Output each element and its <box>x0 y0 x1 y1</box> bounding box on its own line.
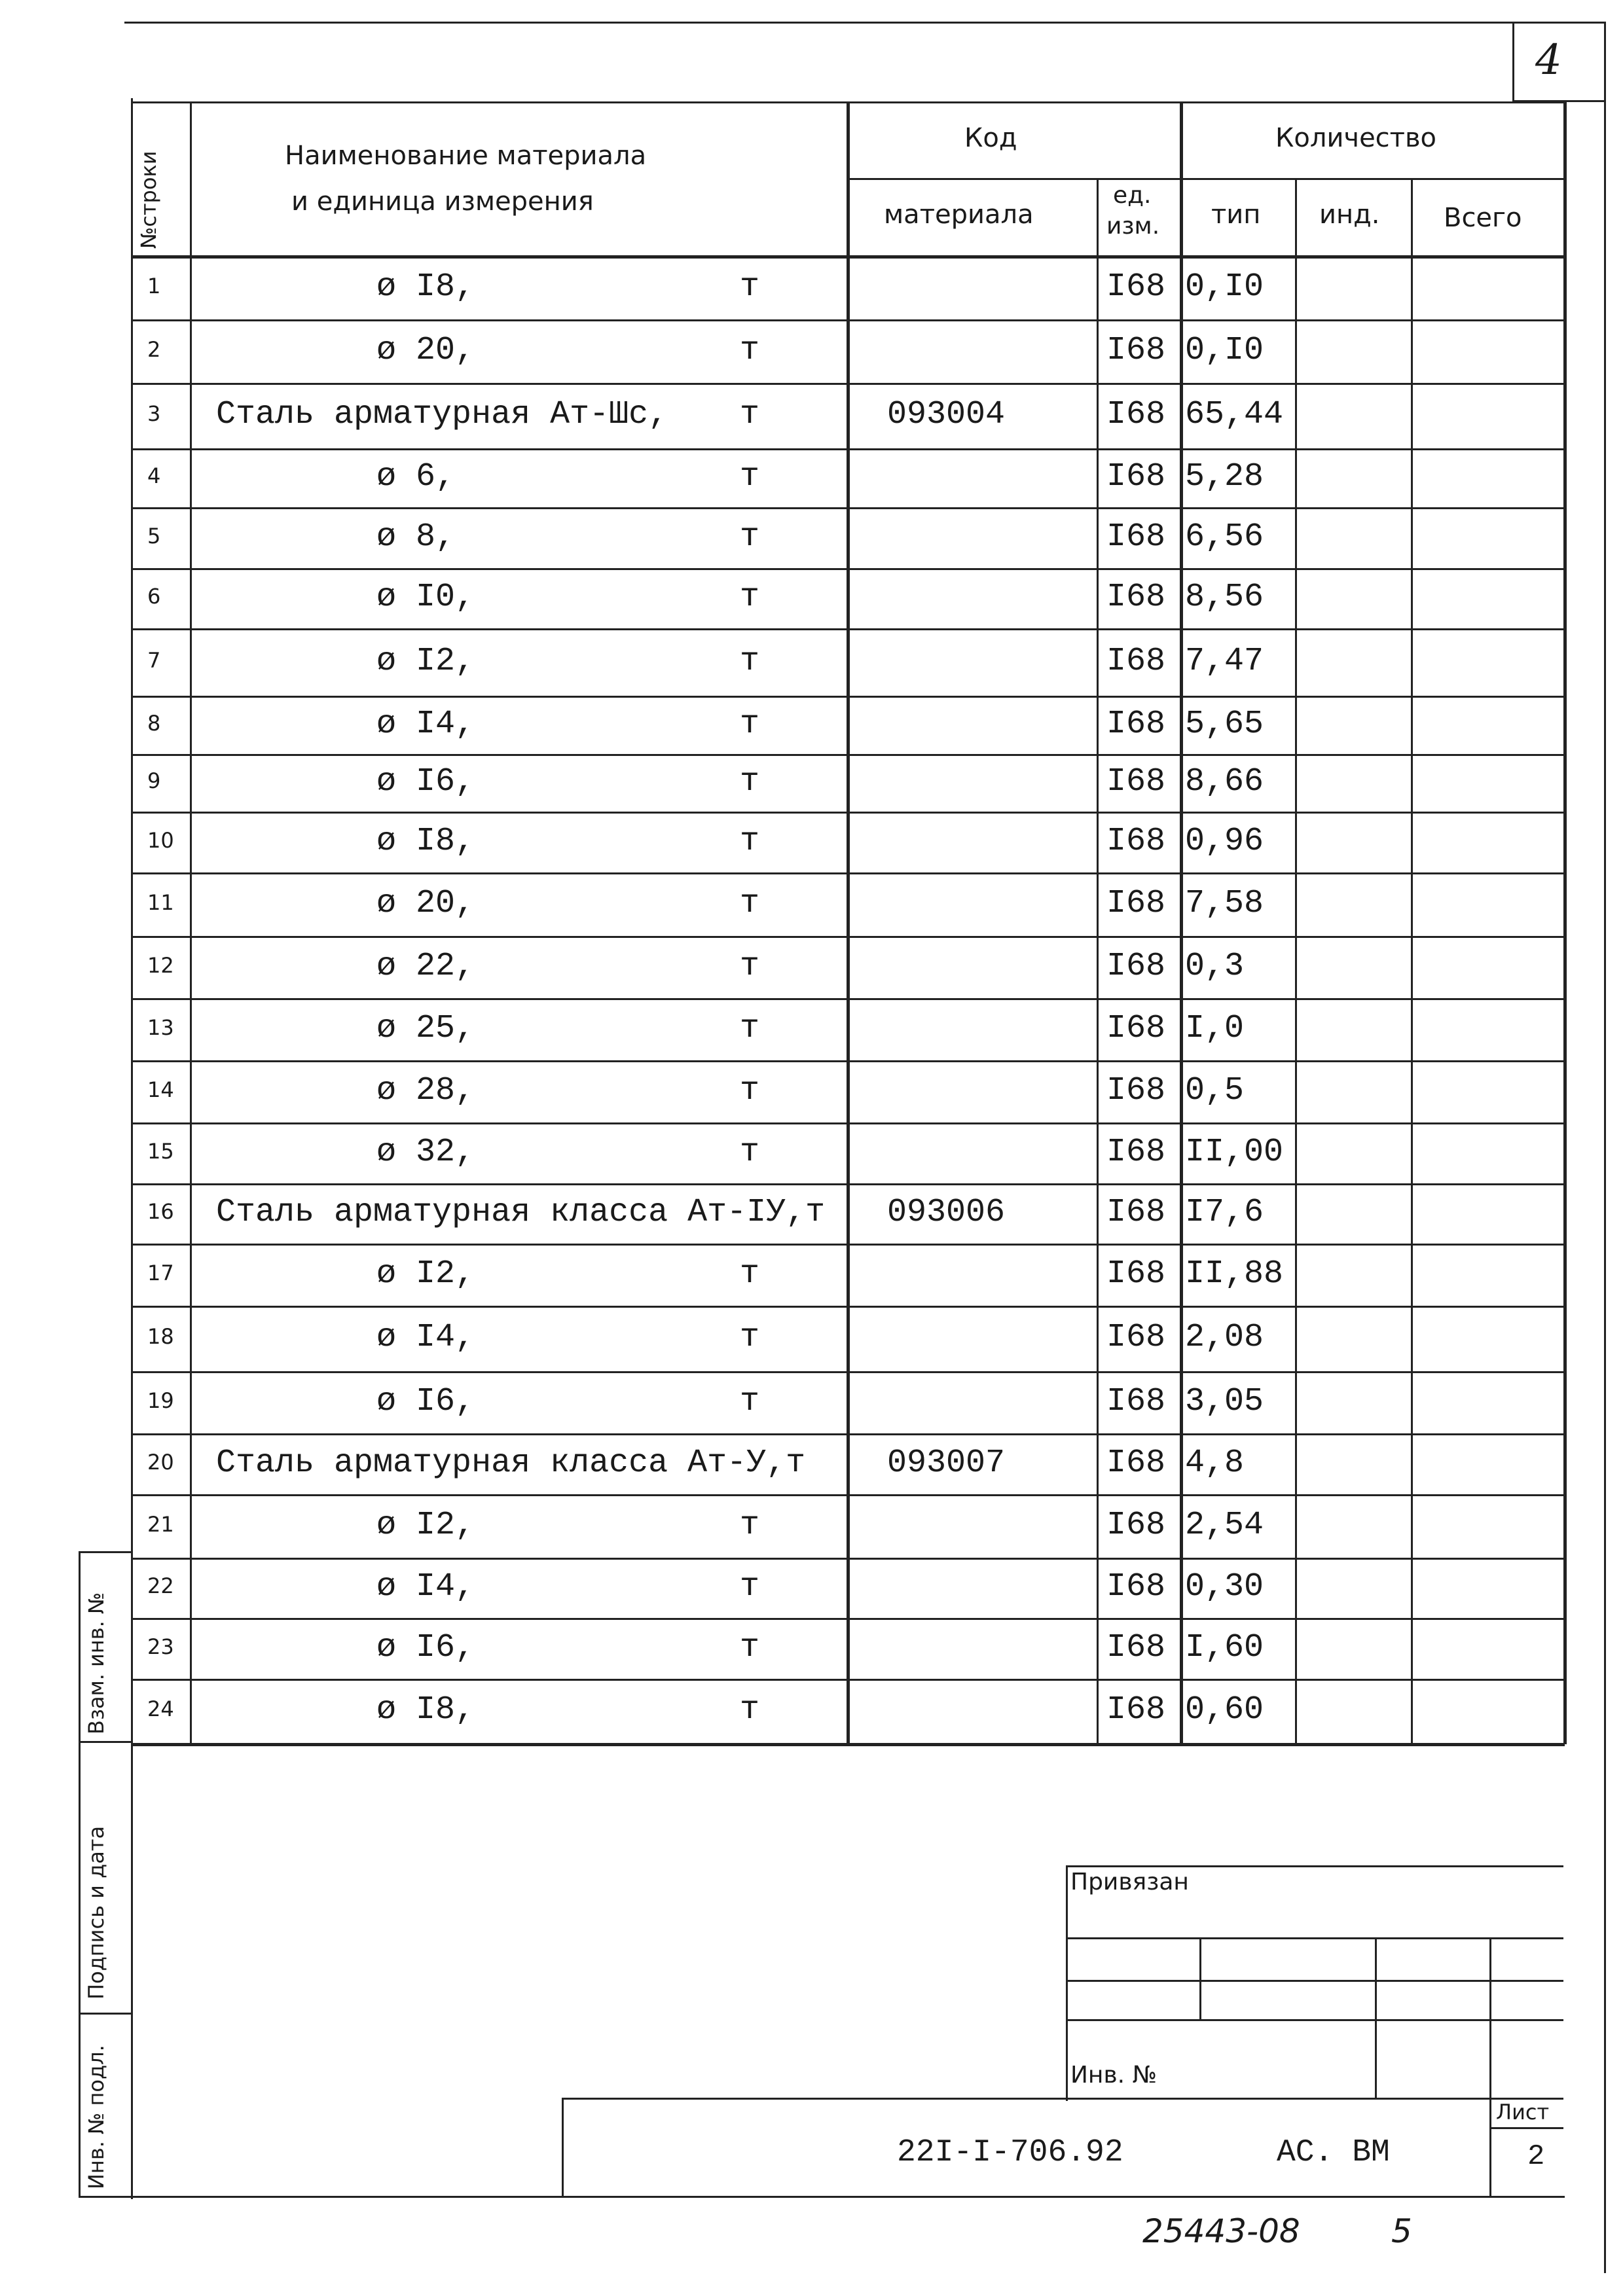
unit-code: I68 <box>1106 331 1166 369</box>
row-separator <box>131 1183 1565 1185</box>
material-name: ø I6, <box>376 763 475 800</box>
unit-code: I68 <box>1106 642 1166 680</box>
row-number: 6 <box>147 584 161 609</box>
quantity-type: 3,05 <box>1185 1382 1264 1420</box>
footer-page-number: 5 <box>1391 2212 1412 2250</box>
frame-right-line <box>1604 22 1606 2273</box>
material-code: 093004 <box>887 396 1006 433</box>
quantity-type: 2,08 <box>1185 1319 1264 1356</box>
row-number: 19 <box>147 1388 174 1413</box>
unit-code: I68 <box>1106 1568 1166 1605</box>
material-name: ø 6, <box>376 458 456 495</box>
unit-letter: т <box>740 1382 760 1420</box>
row-separator <box>131 1122 1565 1124</box>
header-code-material: материала <box>884 200 1034 230</box>
doc-mark: АС. ВМ <box>1277 2135 1390 2170</box>
quantity-type: 4,8 <box>1185 1444 1245 1482</box>
row-number: 16 <box>147 1199 174 1224</box>
frame-top-line <box>124 22 1605 24</box>
page-corner-number: 4 <box>1535 36 1562 84</box>
unit-letter: т <box>740 268 760 306</box>
unit-letter: т <box>740 331 760 369</box>
material-name: ø 32, <box>376 1133 475 1171</box>
quantity-type: II,88 <box>1185 1255 1284 1293</box>
unit-letter: т <box>740 1568 760 1605</box>
material-name: ø I2, <box>376 642 475 680</box>
unit-code: I68 <box>1106 1194 1166 1231</box>
side-label-vzam: Взам. инв. № <box>84 1592 109 1734</box>
quantity-type: 5,65 <box>1185 705 1264 743</box>
row-number: 1 <box>147 274 161 298</box>
row-number: 4 <box>147 463 161 488</box>
header-unit-line1: ед. <box>1113 182 1152 209</box>
row-separator <box>131 1060 1565 1062</box>
side-label-inv-podl: Инв. № подл. <box>84 2045 109 2189</box>
unit-code: I68 <box>1106 458 1166 495</box>
unit-code: I68 <box>1106 1133 1166 1171</box>
unit-letter: т <box>740 579 760 616</box>
unit-code: I68 <box>1106 763 1166 800</box>
material-name: ø 20, <box>376 884 475 922</box>
unit-code: I68 <box>1106 1444 1166 1482</box>
unit-code: I68 <box>1106 579 1166 616</box>
unit-code: I68 <box>1106 1382 1166 1420</box>
unit-letter: т <box>740 642 760 680</box>
row-separator <box>131 1743 1565 1746</box>
unit-code: I68 <box>1106 947 1166 985</box>
stamp-line-4 <box>1066 2019 1563 2021</box>
quantity-type: 5,28 <box>1185 458 1264 495</box>
row-separator <box>131 1371 1565 1373</box>
material-name: ø 8, <box>376 518 456 556</box>
material-name: ø I8, <box>376 1691 475 1729</box>
row-separator <box>131 696 1565 698</box>
col-line-name <box>847 101 850 1744</box>
quantity-type: 0,3 <box>1185 947 1245 985</box>
unit-letter: т <box>740 1133 760 1171</box>
quantity-type: II,00 <box>1185 1133 1284 1171</box>
row-separator <box>131 383 1565 385</box>
unit-letter: т <box>740 458 760 495</box>
material-name: ø I0, <box>376 579 475 616</box>
material-name: ø I2, <box>376 1506 475 1544</box>
header-name-line1: Наименование материала <box>285 141 647 171</box>
unit-letter: т <box>740 947 760 985</box>
side-strip-divider-2 <box>79 2013 132 2015</box>
quantity-type: 8,56 <box>1185 579 1264 616</box>
row-separator <box>131 1679 1565 1681</box>
stamp-inv-no: Инв. № <box>1070 2062 1158 2089</box>
unit-letter: т <box>740 1009 760 1047</box>
stamp-vline-1 <box>1199 1937 1201 2019</box>
unit-letter: т <box>740 1691 760 1729</box>
row-separator <box>131 1306 1565 1308</box>
header-sub-line <box>847 178 1565 180</box>
row-number: 22 <box>147 1573 174 1598</box>
row-separator <box>131 319 1565 321</box>
row-number: 15 <box>147 1138 174 1164</box>
material-code: 093007 <box>887 1444 1006 1482</box>
row-number: 23 <box>147 1634 174 1659</box>
row-number: 12 <box>147 952 174 978</box>
doc-code: 22I-I-706.92 <box>897 2135 1123 2170</box>
col-line-unit <box>1180 101 1183 1744</box>
footer-handwritten-code: 25443-08 <box>1142 2212 1300 2250</box>
row-separator <box>131 507 1565 509</box>
frame-left-line <box>131 98 133 2199</box>
quantity-type: 0,I0 <box>1185 331 1264 369</box>
quantity-type: 7,58 <box>1185 884 1264 922</box>
row-separator <box>131 1244 1565 1246</box>
unit-code: I68 <box>1106 822 1166 860</box>
material-name: ø 25, <box>376 1009 475 1047</box>
row-separator <box>131 936 1565 938</box>
col-line-ind <box>1411 178 1413 1744</box>
unit-code: I68 <box>1106 705 1166 743</box>
material-name: ø I8, <box>376 268 475 306</box>
quantity-type: 0,I0 <box>1185 268 1264 306</box>
material-name: ø 20, <box>376 331 475 369</box>
row-number: 18 <box>147 1324 174 1349</box>
unit-letter: т <box>740 1071 760 1109</box>
material-name: ø 22, <box>376 947 475 985</box>
stamp-line-3 <box>1066 1980 1563 1982</box>
row-number: 10 <box>147 827 174 853</box>
unit-letter: т <box>740 705 760 743</box>
row-number: 9 <box>147 768 161 793</box>
row-separator <box>131 1558 1565 1560</box>
unit-code: I68 <box>1106 884 1166 922</box>
stamp-vline-3 <box>1489 1937 1491 2198</box>
quantity-type: 2,54 <box>1185 1506 1264 1544</box>
col-line-code <box>1097 178 1099 1744</box>
material-name: ø I6, <box>376 1628 475 1666</box>
row-number: 7 <box>147 647 161 673</box>
stamp-line-2 <box>1066 1937 1563 1939</box>
header-code: Код <box>964 123 1017 153</box>
row-number: 24 <box>147 1696 174 1721</box>
material-name: Сталь арматурная Ат-Шс, <box>216 396 668 433</box>
quantity-type: I,0 <box>1185 1009 1245 1047</box>
quantity-type: I7,6 <box>1185 1194 1264 1231</box>
unit-letter: т <box>740 884 760 922</box>
quantity-type: 7,47 <box>1185 642 1264 680</box>
list-label: Лист <box>1496 2100 1550 2125</box>
side-strip-divider-1 <box>79 1741 132 1743</box>
row-number: 8 <box>147 710 161 736</box>
title-block-left-line <box>562 2098 564 2198</box>
material-name: ø 28, <box>376 1071 475 1109</box>
unit-code: I68 <box>1106 1009 1166 1047</box>
material-name: ø I4, <box>376 1319 475 1356</box>
stamp-left-line <box>1066 1865 1068 2101</box>
unit-letter: т <box>740 1506 760 1544</box>
material-name: Сталь арматурная класса Ат-У,т <box>216 1444 806 1482</box>
row-separator <box>131 1494 1565 1496</box>
quantity-type: 0,60 <box>1185 1691 1264 1729</box>
stamp-top-line <box>1066 1865 1563 1867</box>
material-name: ø I4, <box>376 1568 475 1605</box>
quantity-type: 0,30 <box>1185 1568 1264 1605</box>
quantity-type: 0,96 <box>1185 822 1264 860</box>
row-separator <box>131 812 1565 814</box>
unit-code: I68 <box>1106 1506 1166 1544</box>
unit-code: I68 <box>1106 1628 1166 1666</box>
row-number: 13 <box>147 1014 174 1040</box>
row-separator <box>131 754 1565 756</box>
title-block-top-line <box>562 2098 1563 2100</box>
unit-letter: т <box>740 822 760 860</box>
unit-code: I68 <box>1106 1691 1166 1729</box>
row-number: 11 <box>147 889 174 915</box>
stamp-privyazan: Привязан <box>1070 1869 1189 1895</box>
row-separator <box>131 628 1565 630</box>
row-number: 14 <box>147 1077 174 1102</box>
header-qty-type: тип <box>1211 200 1261 230</box>
side-strip-outer-line <box>79 1551 81 2198</box>
header-qty-total: Всего <box>1444 203 1522 233</box>
unit-letter: т <box>740 518 760 556</box>
unit-letter: т <box>740 1255 760 1293</box>
quantity-type: 65,44 <box>1185 396 1284 433</box>
row-separator <box>131 998 1565 1000</box>
row-number: 17 <box>147 1260 174 1285</box>
col-line-no <box>190 101 192 1744</box>
unit-code: I68 <box>1106 1319 1166 1356</box>
header-quantity: Количество <box>1275 123 1437 153</box>
unit-code: I68 <box>1106 1255 1166 1293</box>
quantity-type: 6,56 <box>1185 518 1264 556</box>
material-name: ø I8, <box>376 822 475 860</box>
header-unit-line2: изм. <box>1106 213 1160 240</box>
col-line-right <box>1563 101 1567 1744</box>
unit-letter: т <box>740 1319 760 1356</box>
list-label-line <box>1489 2127 1563 2129</box>
header-row-no: №строки <box>136 151 161 249</box>
side-strip-top-line <box>79 1551 132 1553</box>
unit-code: I68 <box>1106 268 1166 306</box>
row-number: 5 <box>147 523 161 548</box>
row-separator <box>131 568 1565 570</box>
unit-letter: т <box>740 396 760 433</box>
corner-box-left <box>1512 22 1514 101</box>
material-name: ø I4, <box>376 705 475 743</box>
frame-bottom-line <box>79 2196 1565 2198</box>
quantity-type: I,60 <box>1185 1628 1264 1666</box>
quantity-type: 0,5 <box>1185 1071 1245 1109</box>
header-qty-ind: инд. <box>1319 200 1380 230</box>
row-number: 3 <box>147 401 161 426</box>
unit-code: I68 <box>1106 518 1166 556</box>
header-name-line2: и единица измерения <box>291 187 594 217</box>
col-line-type <box>1295 178 1297 1744</box>
unit-letter: т <box>740 1628 760 1666</box>
row-separator <box>131 448 1565 450</box>
list-value: 2 <box>1527 2140 1545 2173</box>
material-name: Сталь арматурная класса Ат-IУ,т <box>216 1194 826 1231</box>
material-name: ø I6, <box>376 1382 475 1420</box>
unit-code: I68 <box>1106 396 1166 433</box>
row-number: 21 <box>147 1511 174 1537</box>
row-separator <box>131 872 1565 874</box>
stamp-vline-2 <box>1375 1937 1377 2098</box>
row-number: 20 <box>147 1449 174 1475</box>
side-label-podpis: Подпись и дата <box>84 1825 109 2000</box>
material-code: 093006 <box>887 1194 1006 1231</box>
unit-code: I68 <box>1106 1071 1166 1109</box>
row-separator <box>131 1433 1565 1435</box>
quantity-type: 8,66 <box>1185 763 1264 800</box>
material-name: ø I2, <box>376 1255 475 1293</box>
row-separator <box>131 1618 1565 1620</box>
row-number: 2 <box>147 336 161 362</box>
unit-letter: т <box>740 763 760 800</box>
